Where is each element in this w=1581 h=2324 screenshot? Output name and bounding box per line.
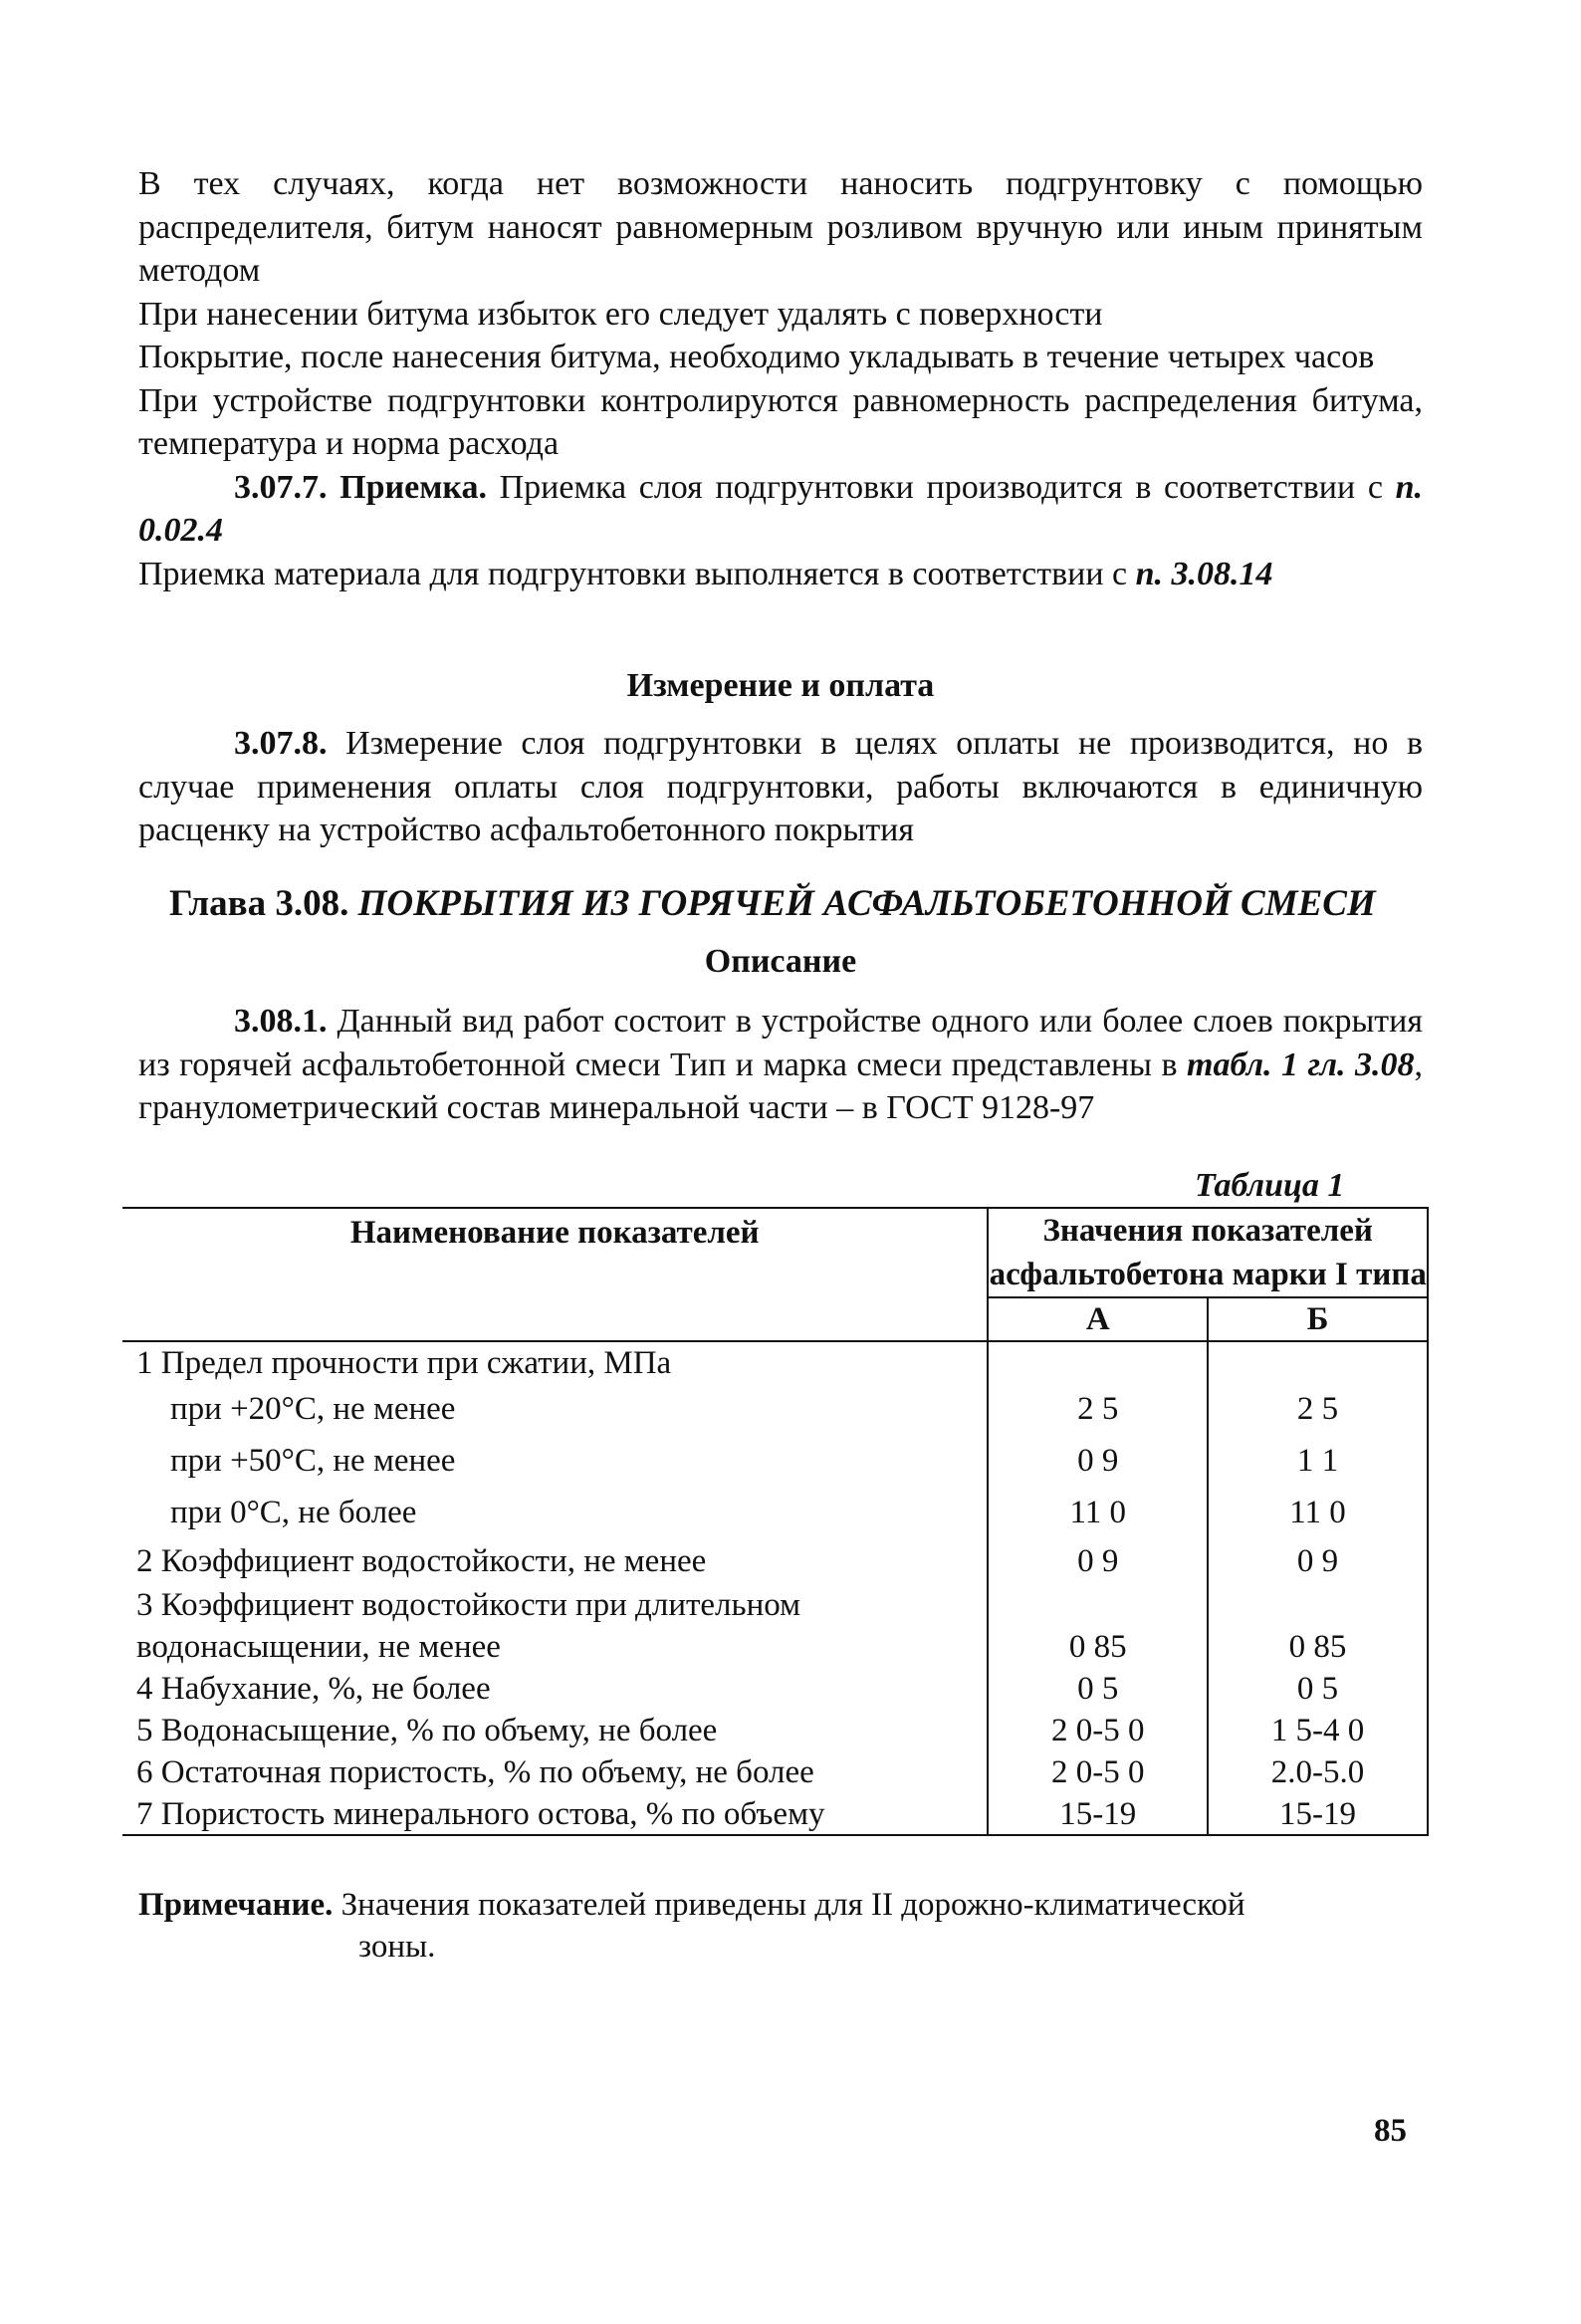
material-acceptance-text: Приемка материала для подгрунтовки выполняется в соответствии с (138, 555, 1128, 592)
clause-number: 3.08.1. (234, 1003, 328, 1040)
cell-value-a: 0 9 (988, 1435, 1208, 1487)
header-grade-b: Б (1208, 1297, 1428, 1341)
acceptance-text: Приемка слоя подгрунтовки производится в соответствии с (499, 468, 1383, 506)
cell-value-a (988, 1584, 1208, 1626)
cell-value-a (988, 1341, 1208, 1383)
cell-value-b: 2 5 (1208, 1383, 1428, 1435)
cell-indicator: 5 Водонасыщение, % по объему, не более (136, 1713, 718, 1748)
table-row (122, 1538, 1428, 1584)
chapter-title: ПОКРЫТИЯ ИЗ ГОРЯЧЕЙ АСФАЛЬТОБЕТОННОЙ СМЕСИ (357, 883, 1376, 924)
cell-value-b: 0 9 (1208, 1538, 1428, 1584)
cell-value-b (1208, 1341, 1428, 1383)
note-label: Примечание. (138, 1887, 334, 1923)
paragraph-control: При устройстве подгрунтовки контролируются равномерность распределения битума, температура и норма расхода (138, 381, 1423, 462)
table-row (122, 1793, 1428, 1835)
description-text: Данный вид работ состоит в устройстве одного или более слоев покрытия из горячей асфальтобетонной смеси Тип и марка смеси представлены в (138, 1003, 1423, 1083)
paragraph-laying-time: Покрытие, после нанесения битума, необходимо укладывать в течение четырех часов (138, 339, 1375, 375)
indicators-table (122, 1207, 1429, 1836)
cell-value-a: 2 5 (988, 1383, 1208, 1435)
cell-value-b: 0 85 (1208, 1626, 1428, 1668)
cell-value-a: 2 0-5 0 (988, 1751, 1208, 1793)
cell-indicator: 4 Набухание, %, не более (136, 1671, 491, 1707)
table-note (138, 1882, 1245, 1928)
table-row (122, 1710, 1428, 1751)
cell-indicator: 3 Коэффициент водостойкости при длительном (136, 1587, 800, 1623)
table-row (122, 1751, 1428, 1793)
clause-number: 3.07.7. (234, 468, 328, 506)
chapter-heading (169, 882, 1376, 925)
measurement-text: Измерение слоя подгрунтовки в целях оплаты не производится, но в случае применения оплаты слоя подгрунтовки, работы включаются в единичную расценку на устройство асфальтобетонного покрытия (138, 725, 1423, 848)
cell-value-a: 2 0-5 0 (988, 1710, 1208, 1751)
table-row (122, 1383, 1428, 1435)
cell-indicator: 6 Остаточная пористость, % по объему, не более (136, 1754, 814, 1790)
cell-value-b: 2.0-5.0 (1208, 1751, 1428, 1793)
header-values-group: Значения показателей асфальтобетона марки I типа (988, 1208, 1428, 1297)
cell-indicator: водонасыщении, не менее (136, 1629, 501, 1665)
cell-value-b (1208, 1584, 1428, 1626)
table-row (122, 1668, 1428, 1710)
cell-value-a: 11 0 (988, 1487, 1208, 1538)
paragraph-bitumen-manual: В тех случаях, когда нет возможности наносить подгрунтовку с помощью распределителя, битум наносят равномерным розливом вручную или иным принятым методом (138, 165, 1423, 289)
cell-value-b: 1 5-4 0 (1208, 1710, 1428, 1751)
cell-value-a: 0 5 (988, 1668, 1208, 1710)
table-row (122, 1435, 1428, 1487)
paragraph-description (138, 1000, 1423, 1130)
table-row (122, 1341, 1428, 1383)
cell-indicator: 1 Предел прочности при сжатии, МПа (122, 1341, 988, 1383)
table-body (122, 1341, 1428, 1835)
section-heading-measurement: Измерение и оплата (626, 667, 935, 704)
cell-indicator: при +20°С, не менее (170, 1391, 456, 1427)
cell-value-b: 15-19 (1208, 1793, 1428, 1835)
paragraph-measurement (138, 722, 1423, 852)
cell-value-b: 11 0 (1208, 1487, 1428, 1538)
reference-link: п. 3.08.14 (1135, 555, 1273, 592)
paragraph-excess-removal: При нанесении битума избыток его следует удалять с поверхности (138, 295, 1103, 333)
page-number: 85 (1374, 2113, 1407, 2149)
note-text: Значения показателей приведены для II дорожно-климатической (340, 1887, 1245, 1923)
paragraph-acceptance (138, 466, 1423, 553)
section-heading-description: Описание (704, 943, 857, 980)
table-row (122, 1626, 1428, 1668)
cell-value-b: 1 1 (1208, 1435, 1428, 1487)
note-text-continuation: зоны. (358, 1929, 436, 1965)
cell-indicator: при 0°С, не более (170, 1495, 417, 1530)
clause-number: 3.07.8. (234, 725, 328, 762)
cell-value-a: 15-19 (988, 1793, 1208, 1835)
cell-indicator: 2 Коэффициент водостойкости, не менее (136, 1543, 707, 1579)
table-row (122, 1584, 1428, 1626)
table-row (122, 1487, 1428, 1538)
table-caption: Таблица 1 (1195, 1167, 1345, 1204)
chapter-label: Глава 3.08. (169, 883, 349, 924)
header-grade-a: А (988, 1297, 1208, 1341)
header-indicator-name: Наименование показателей (122, 1208, 988, 1341)
paragraph-material-acceptance (138, 553, 1423, 596)
cell-value-b: 0 5 (1208, 1668, 1428, 1710)
measurement-section (138, 722, 1423, 852)
cell-value-a: 0 85 (988, 1626, 1208, 1668)
cell-indicator: 7 Пористость минерального остова, % по объему (122, 1793, 988, 1835)
clause-title: Приемка. (339, 468, 487, 506)
table-header-row (122, 1208, 1428, 1297)
description-text-end: , гранулометрический состав минеральной части – в ГОСТ 9128-97 (138, 1046, 1423, 1126)
reference-link: п. 0.02.4 (138, 468, 1424, 549)
reference-link: табл. 1 гл. 3.08 (1187, 1046, 1415, 1083)
cell-indicator: при +50°С, не менее (170, 1443, 456, 1479)
description-section (138, 1000, 1423, 1130)
cell-value-a: 0 9 (988, 1538, 1208, 1584)
intro-section (138, 162, 1423, 595)
